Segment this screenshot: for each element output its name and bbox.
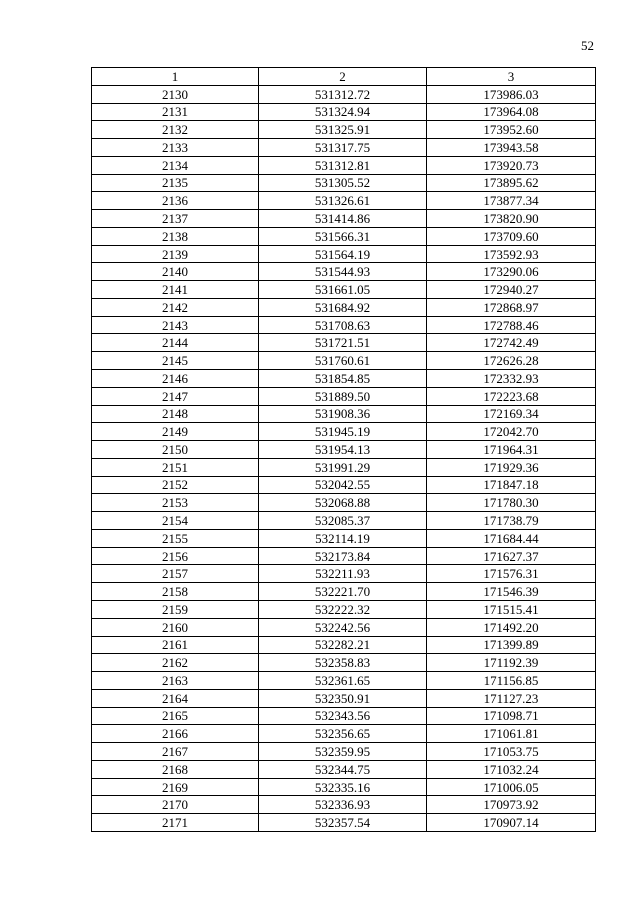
table-cell-col-2: 531564.19 (259, 245, 427, 263)
table-cell-col-3: 171847.18 (427, 476, 596, 494)
table-cell-col-3: 173290.06 (427, 263, 596, 281)
table-cell-col-3: 172332.93 (427, 370, 596, 388)
table-cell-col-2: 532222.32 (259, 600, 427, 618)
table-cell-col-1: 2165 (92, 707, 259, 725)
table-cell-col-2: 531544.93 (259, 263, 427, 281)
table-cell-col-1: 2159 (92, 600, 259, 618)
table-cell-col-3: 171399.89 (427, 636, 596, 654)
table-cell-col-1: 2139 (92, 245, 259, 263)
table-cell-col-3: 171192.39 (427, 654, 596, 672)
table-row (92, 636, 596, 654)
table-cell-col-2: 531954.13 (259, 441, 427, 459)
table-cell-col-3: 171061.81 (427, 725, 596, 743)
table-cell-col-1: 2155 (92, 529, 259, 547)
table-cell-col-1: 2130 (92, 85, 259, 103)
table-row (92, 139, 596, 157)
table-header-row (92, 68, 596, 86)
table-cell-col-3: 173820.90 (427, 210, 596, 228)
table-cell-col-2: 531889.50 (259, 387, 427, 405)
table-cell-col-1: 2133 (92, 139, 259, 157)
table-cell-col-3: 171032.24 (427, 760, 596, 778)
page-number: 52 (581, 38, 594, 53)
table-cell-col-3: 170907.14 (427, 814, 596, 832)
table-cell-col-3: 173943.58 (427, 139, 596, 157)
table-row (92, 334, 596, 352)
table-cell-col-3: 172042.70 (427, 423, 596, 441)
table-cell-col-2: 531324.94 (259, 103, 427, 121)
table-row (92, 654, 596, 672)
table-cell-col-2: 531312.81 (259, 156, 427, 174)
table-cell-col-2: 531991.29 (259, 458, 427, 476)
table-cell-col-1: 2171 (92, 814, 259, 832)
table-row (92, 441, 596, 459)
table-cell-col-2: 531312.72 (259, 85, 427, 103)
table-cell-col-3: 171156.85 (427, 672, 596, 690)
table-cell-col-2: 531760.61 (259, 352, 427, 370)
table-cell-col-3: 171738.79 (427, 512, 596, 530)
table-cell-col-3: 171546.39 (427, 583, 596, 601)
table-row (92, 760, 596, 778)
table-cell-col-1: 2163 (92, 672, 259, 690)
table-cell-col-3: 173895.62 (427, 174, 596, 192)
table-row (92, 707, 596, 725)
table-cell-col-3: 172223.68 (427, 387, 596, 405)
table-cell-col-1: 2160 (92, 618, 259, 636)
table-cell-col-1: 2140 (92, 263, 259, 281)
table-cell-col-3: 171053.75 (427, 743, 596, 761)
table-row (92, 85, 596, 103)
table-cell-col-2: 532282.21 (259, 636, 427, 654)
table-cell-col-2: 531414.86 (259, 210, 427, 228)
table-cell-col-2: 531908.36 (259, 405, 427, 423)
table-cell-col-1: 2154 (92, 512, 259, 530)
table-cell-col-1: 2135 (92, 174, 259, 192)
table-cell-col-2: 532359.95 (259, 743, 427, 761)
table-cell-col-1: 2142 (92, 298, 259, 316)
table-cell-col-2: 531721.51 (259, 334, 427, 352)
table-cell-col-3: 171127.23 (427, 689, 596, 707)
table-cell-col-1: 2138 (92, 227, 259, 245)
table-cell-col-2: 531945.19 (259, 423, 427, 441)
table-cell-col-2: 532211.93 (259, 565, 427, 583)
table-cell-col-2: 532350.91 (259, 689, 427, 707)
table-row (92, 547, 596, 565)
table-row (92, 121, 596, 139)
table-cell-col-2: 531305.52 (259, 174, 427, 192)
table-cell-col-1: 2141 (92, 281, 259, 299)
table-cell-col-2: 532173.84 (259, 547, 427, 565)
table-cell-col-3: 171929.36 (427, 458, 596, 476)
table-cell-col-1: 2143 (92, 316, 259, 334)
table-cell-col-2: 531661.05 (259, 281, 427, 299)
table-row (92, 778, 596, 796)
table-cell-col-2: 531326.61 (259, 192, 427, 210)
table-cell-col-1: 2149 (92, 423, 259, 441)
table-cell-col-2: 532242.56 (259, 618, 427, 636)
table-cell-col-3: 171098.71 (427, 707, 596, 725)
table-cell-col-3: 171964.31 (427, 441, 596, 459)
table-cell-col-2: 532042.55 (259, 476, 427, 494)
table-row (92, 600, 596, 618)
column-header-3: 3 (427, 68, 596, 86)
table-row (92, 156, 596, 174)
table-cell-col-1: 2153 (92, 494, 259, 512)
table-cell-col-2: 531325.91 (259, 121, 427, 139)
table-row (92, 796, 596, 814)
table-cell-col-1: 2168 (92, 760, 259, 778)
table-cell-col-1: 2132 (92, 121, 259, 139)
table-row (92, 743, 596, 761)
table-cell-col-3: 171006.05 (427, 778, 596, 796)
table-cell-col-2: 532344.75 (259, 760, 427, 778)
table-cell-col-3: 172742.49 (427, 334, 596, 352)
table-row (92, 672, 596, 690)
table-row (92, 583, 596, 601)
table-row (92, 387, 596, 405)
table-cell-col-3: 173986.03 (427, 85, 596, 103)
table-cell-col-1: 2157 (92, 565, 259, 583)
table-cell-col-1: 2152 (92, 476, 259, 494)
table-row (92, 298, 596, 316)
table-cell-col-2: 532085.37 (259, 512, 427, 530)
table-cell-col-3: 170973.92 (427, 796, 596, 814)
table-row (92, 174, 596, 192)
table-cell-col-1: 2166 (92, 725, 259, 743)
table-cell-col-1: 2158 (92, 583, 259, 601)
table-row (92, 814, 596, 832)
table-row (92, 405, 596, 423)
table-cell-col-1: 2134 (92, 156, 259, 174)
table-cell-col-3: 173877.34 (427, 192, 596, 210)
table-cell-col-3: 171684.44 (427, 529, 596, 547)
table-cell-col-2: 532361.65 (259, 672, 427, 690)
table-cell-col-2: 532356.65 (259, 725, 427, 743)
table-cell-col-3: 173592.93 (427, 245, 596, 263)
table-cell-col-2: 532357.54 (259, 814, 427, 832)
table-cell-col-3: 171576.31 (427, 565, 596, 583)
table-cell-col-1: 2147 (92, 387, 259, 405)
table-cell-col-3: 171780.30 (427, 494, 596, 512)
column-header-2: 2 (259, 68, 427, 86)
table-row (92, 245, 596, 263)
table-row (92, 210, 596, 228)
table-row (92, 423, 596, 441)
table-cell-col-2: 532336.93 (259, 796, 427, 814)
table-cell-col-2: 532343.56 (259, 707, 427, 725)
table-cell-col-2: 532221.70 (259, 583, 427, 601)
coordinates-table (91, 67, 596, 832)
table-cell-col-2: 531684.92 (259, 298, 427, 316)
table-row (92, 529, 596, 547)
table-row (92, 618, 596, 636)
table-cell-col-1: 2137 (92, 210, 259, 228)
table-row (92, 494, 596, 512)
table-cell-col-1: 2164 (92, 689, 259, 707)
table-row (92, 565, 596, 583)
table-cell-col-3: 171492.20 (427, 618, 596, 636)
table-row (92, 725, 596, 743)
table-cell-col-1: 2151 (92, 458, 259, 476)
table-row (92, 281, 596, 299)
table-cell-col-1: 2146 (92, 370, 259, 388)
table-cell-col-2: 532358.83 (259, 654, 427, 672)
table-cell-col-3: 172626.28 (427, 352, 596, 370)
table-row (92, 192, 596, 210)
table-cell-col-1: 2161 (92, 636, 259, 654)
table-cell-col-1: 2131 (92, 103, 259, 121)
table-cell-col-2: 531566.31 (259, 227, 427, 245)
table-cell-col-2: 531317.75 (259, 139, 427, 157)
table-cell-col-3: 173952.60 (427, 121, 596, 139)
table-cell-col-1: 2136 (92, 192, 259, 210)
table-row (92, 227, 596, 245)
table-row (92, 370, 596, 388)
table-cell-col-1: 2144 (92, 334, 259, 352)
table-cell-col-3: 173964.08 (427, 103, 596, 121)
table-cell-col-3: 172169.34 (427, 405, 596, 423)
table-cell-col-1: 2162 (92, 654, 259, 672)
table-cell-col-1: 2169 (92, 778, 259, 796)
table-cell-col-3: 171515.41 (427, 600, 596, 618)
table-cell-col-1: 2170 (92, 796, 259, 814)
table-row (92, 103, 596, 121)
table-cell-col-3: 171627.37 (427, 547, 596, 565)
table-cell-col-2: 532335.16 (259, 778, 427, 796)
table-row (92, 476, 596, 494)
table-cell-col-2: 532114.19 (259, 529, 427, 547)
table-cell-col-1: 2167 (92, 743, 259, 761)
table-cell-col-2: 531708.63 (259, 316, 427, 334)
table-cell-col-2: 532068.88 (259, 494, 427, 512)
table-row (92, 458, 596, 476)
column-header-1: 1 (92, 68, 259, 86)
table-row (92, 316, 596, 334)
table-cell-col-2: 531854.85 (259, 370, 427, 388)
table-cell-col-1: 2148 (92, 405, 259, 423)
table-row (92, 263, 596, 281)
table-cell-col-1: 2156 (92, 547, 259, 565)
table-body (92, 85, 596, 831)
table-cell-col-3: 172788.46 (427, 316, 596, 334)
table-row (92, 689, 596, 707)
table-cell-col-3: 172940.27 (427, 281, 596, 299)
table-cell-col-3: 173920.73 (427, 156, 596, 174)
table-row (92, 512, 596, 530)
table-cell-col-3: 172868.97 (427, 298, 596, 316)
table-cell-col-1: 2145 (92, 352, 259, 370)
table-cell-col-1: 2150 (92, 441, 259, 459)
table-cell-col-3: 173709.60 (427, 227, 596, 245)
table-row (92, 352, 596, 370)
